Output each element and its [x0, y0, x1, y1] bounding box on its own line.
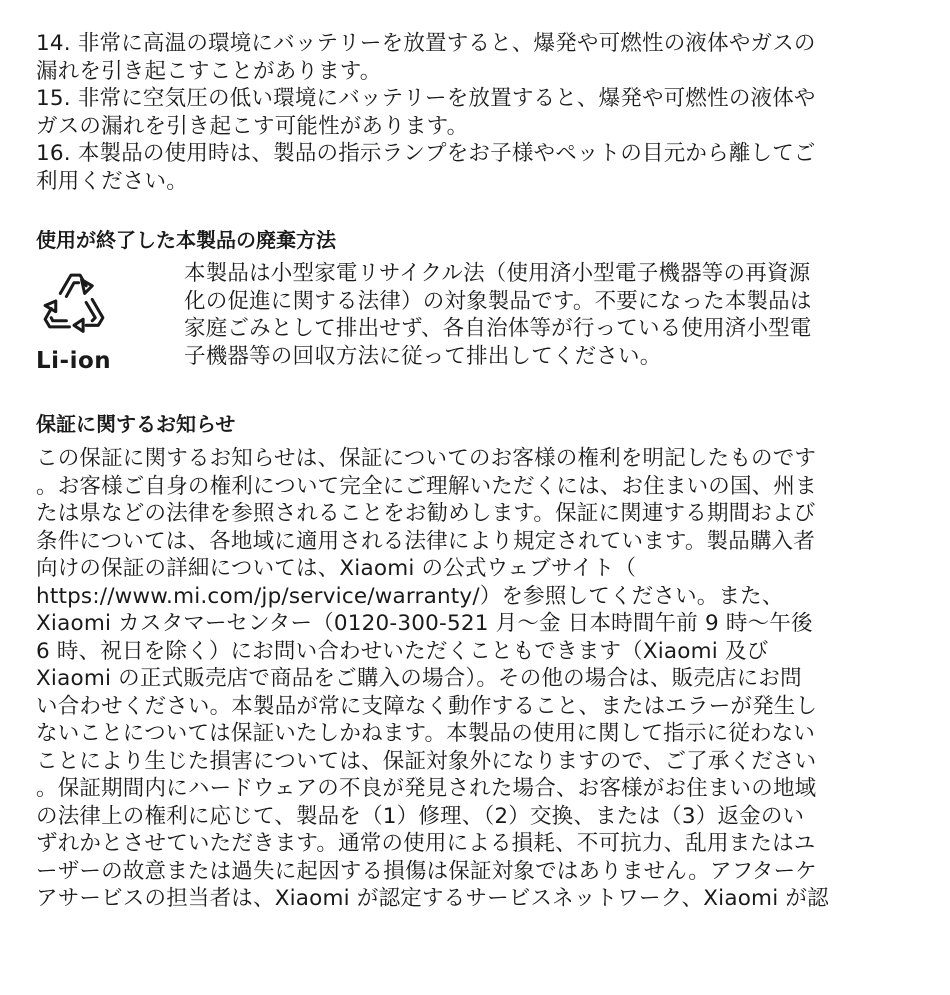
warranty-line: Xiaomi カスタマーセンター（0120-300-521 月～金 日本時間午前 9 時～午後 [36, 611, 813, 636]
safety-notes [36, 30, 916, 195]
disposal-line: 化の促進に関する法律）の対象製品です。不要になった本製品は [184, 288, 812, 314]
recycle-icon [36, 263, 112, 339]
warranty-line: 6 時、祝日を除く）にお問い合わせいただくこともできます（Xiaomi 及び [36, 638, 769, 664]
document-page [36, 30, 916, 913]
warranty-line: の法律上の権利に応じて、製品を（1）修理、（2）交換、または（3）返金のい [36, 803, 805, 829]
safety-line: 利用ください。 [36, 168, 188, 194]
disposal-line: 子機器等の回収方法に従って排出してください。 [184, 343, 662, 369]
disposal-heading: 使用が終了した本製品の廃棄方法 [36, 228, 336, 252]
warranty-line: アサービスの担当者は、Xiaomi が認定するサービスネットワーク、Xiaomi が認 [36, 886, 829, 911]
disposal-line: 本製品は小型家電リサイクル法（使用済小型電子機器等の再資源 [184, 261, 811, 286]
safety-line: ガスの漏れを引き起こす可能性があります。 [36, 113, 469, 139]
disposal-text [184, 260, 896, 391]
disposal-section [36, 263, 916, 391]
li-ion-label: Li-ion [36, 348, 112, 374]
warranty-line: ずれかとさせていただきます。通常の使用による損耗、不可抗力、乱用またはユ [36, 831, 816, 856]
warranty-section [36, 445, 916, 913]
warranty-line: 向けの保証の詳細については、Xiaomi の公式ウェブサイト（ [36, 556, 637, 581]
warranty-url-line: https://www.mi.com/jp/service/warranty/）を参照してください。また、 [36, 583, 784, 609]
warranty-line: ないことについては保証いたしかねます。本製品の使用に関して指示に従わない [36, 721, 816, 746]
warranty-line: 。お客様ご自身の権利について完全にご理解いただくには、お住まいの国、州ま [36, 473, 817, 499]
warranty-line: ことにより生じた損害については、保証対象外になりますので、ご了承ください [36, 748, 817, 774]
warranty-heading: 保証に関するお知らせ [36, 412, 236, 436]
warranty-line: 条件については、各地域に適用される法律により規定されています。製品購入者 [36, 528, 816, 554]
warranty-text [36, 445, 916, 913]
safety-line: 14. 非常に高温の環境にバッテリーを放置すると、爆発や可燃性の液体やガスの [36, 31, 816, 56]
warranty-line: たは県などの法律を参照されることをお勧めします。保証に関連する期間および [36, 501, 816, 526]
warranty-line: ーザーの故意または過失に起因する損傷は保証対象ではありません。アフターケ [36, 858, 817, 884]
safety-line: 15. 非常に空気圧の低い環境にバッテリーを放置すると、爆発や可燃性の液体や [36, 86, 816, 111]
safety-line: 漏れを引き起こすことがあります。 [36, 58, 382, 84]
disposal-line: 家庭ごみとして排出せず、各自治体等が行っている使用済小型電 [184, 316, 812, 341]
warranty-line: い合わせください。本製品が常に支障なく動作すること、またはエラーが発生し [36, 693, 818, 719]
warranty-line: 。保証期間内にハードウェアの不良が発見された場合、お客様がお住まいの地域 [36, 776, 817, 801]
warranty-line: この保証に関するお知らせは、保証についてのお客様の権利を明記したものです [36, 446, 817, 471]
recycle-mark [36, 263, 184, 391]
safety-line: 16. 本製品の使用時は、製品の指示ランプをお子様やペットの目元から離してご [36, 141, 816, 166]
warranty-line: Xiaomi の正式販売店で商品をご購入の場合）。その他の場合は、販売店にお問 [36, 666, 802, 691]
